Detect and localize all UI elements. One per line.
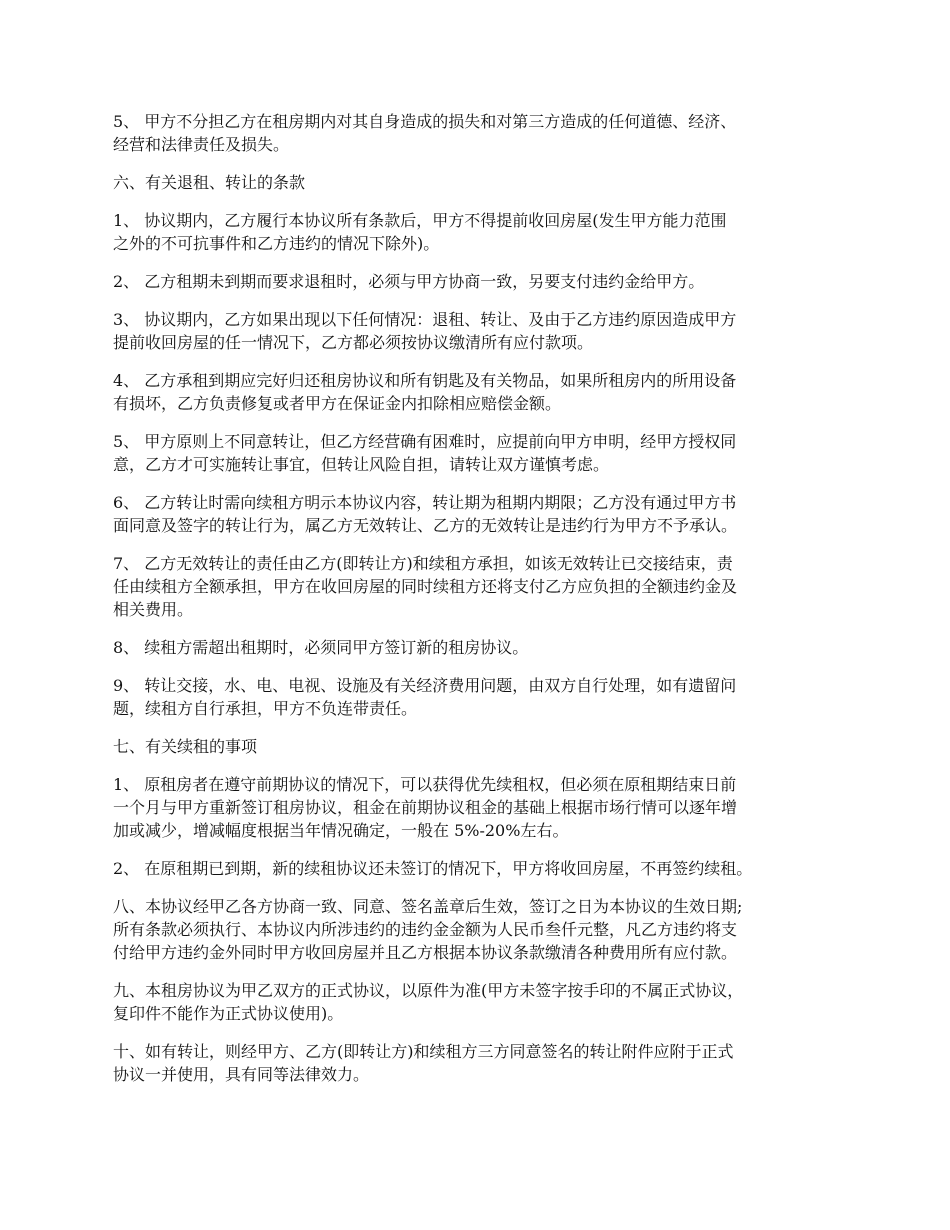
paragraph-line: 八、本协议经甲乙各方协商一致、同意、签名盖章后生效，签订之日为本协议的生效日期; [113, 897, 743, 916]
document-paragraph [113, 773, 843, 842]
paragraph-line: 相关费用。 [113, 600, 194, 619]
paragraph-line: 任由续租方全额承担，甲方在收回房屋的同时续租方还将支付乙方应负担的全额违约金及 [113, 577, 738, 596]
paragraph-line: 意，乙方才可实施转让事宜，但转让风险自担，请转让双方谨慎考虑。 [113, 455, 610, 474]
document-paragraph [113, 674, 843, 720]
paragraph-line: 面同意及签字的转让行为，属乙方无效转让、乙方的无效转让是违约行为甲方不予承认。 [113, 516, 738, 535]
document-paragraph [113, 491, 843, 537]
document-body [113, 110, 843, 1101]
paragraph-line: 一个月与甲方重新签订租房协议，租金在前期协议租金的基础上根据市场行情可以逐年增 [113, 798, 738, 817]
document-paragraph [113, 209, 843, 255]
paragraph-line: 所有条款必须执行、本协议内所涉违约的违约金金额为人民币叁仟元整，凡乙方违约将支 [113, 920, 738, 939]
document-paragraph [113, 857, 843, 880]
paragraph-line: 九、本租房协议为甲乙双方的正式协议，以原件为准(甲方未签字按手印的不属正式协议， [113, 981, 744, 1000]
paragraph-line: 4、 乙方承租到期应完好归还租房协议和所有钥匙及有关物品，如果所租房内的所用设备 [113, 371, 737, 390]
paragraph-line: 3、 协议期内，乙方如果出现以下任何情况：退租、转让、及由于乙方违约原因造成甲方 [113, 310, 737, 329]
paragraph-line: 6、 乙方转让时需向续租方明示本协议内容，转让期为租期内期限；乙方没有通过甲方书 [113, 493, 737, 512]
paragraph-line: 2、 在原租期已到期，新的续租协议还未签订的情况下，甲方将收回房屋，不再签约续租。 [113, 859, 753, 878]
paragraph-line: 之外的不可抗事件和乙方违约的情况下除外)。 [113, 234, 440, 253]
document-paragraph [113, 895, 843, 964]
paragraph-line: 加或减少，增减幅度根据当年情况确定，一般在 5%-20%左右。 [113, 821, 569, 840]
paragraph-line: 9、 转让交接，水、电、电视、设施及有关经济费用问题，由双方自行处理，如有遗留问 [113, 676, 737, 695]
document-paragraph [113, 171, 843, 194]
document-paragraph [113, 636, 843, 659]
document-paragraph [113, 552, 843, 621]
document-paragraph [113, 369, 843, 415]
paragraph-line: 复印件不能作为正式协议使用)。 [113, 1004, 344, 1023]
paragraph-line: 付给甲方违约金外同时甲方收回房屋并且乙方根据本协议条款缴清各种费用所有应付款。 [113, 943, 738, 962]
paragraph-line: 经营和法律责任及损失。 [113, 135, 290, 154]
paragraph-line: 题，续租方自行承担，甲方不负连带责任。 [113, 699, 418, 718]
document-paragraph [113, 979, 843, 1025]
paragraph-line: 1、 协议期内，乙方履行本协议所有条款后，甲方不得提前收回房屋(发生甲方能力范围 [113, 211, 727, 230]
document-paragraph [113, 1040, 843, 1086]
paragraph-line: 十、如有转让，则经甲方、乙方(即转让方)和续租方三方同意签名的转让附件应附于正式 [113, 1042, 734, 1061]
paragraph-line: 7、 乙方无效转让的责任由乙方(即转让方)和续租方承担，如该无效转让已交接结束，责 [113, 554, 733, 573]
document-paragraph [113, 270, 843, 293]
paragraph-line: 1、 原租房者在遵守前期协议的情况下，可以获得优先续租权，但必须在原租期结束日前 [113, 775, 737, 794]
paragraph-line: 有损坏，乙方负责修复或者甲方在保证金内扣除相应赔偿金额。 [113, 394, 562, 413]
paragraph-line: 5、 甲方原则上不同意转让，但乙方经营确有困难时，应提前向甲方申明，经甲方授权同 [113, 432, 737, 451]
document-paragraph [113, 735, 843, 758]
paragraph-line: 提前收回房屋的任一情况下，乙方都必须按协议缴清所有应付款项。 [113, 333, 594, 352]
document-paragraph [113, 110, 843, 156]
paragraph-line: 5、 甲方不分担乙方在租房期内对其自身造成的损失和对第三方造成的任何道德、经济、 [113, 112, 737, 131]
paragraph-line: 六、有关退租、转让的条款 [113, 173, 306, 192]
paragraph-line: 8、 续租方需超出租期时，必须同甲方签订新的租房协议。 [113, 638, 529, 657]
document-paragraph [113, 308, 843, 354]
paragraph-line: 协议一并使用，具有同等法律效力。 [113, 1065, 370, 1084]
paragraph-line: 七、有关续租的事项 [113, 737, 258, 756]
document-paragraph [113, 430, 843, 476]
paragraph-line: 2、 乙方租期未到期而要求退租时，必须与甲方协商一致，另要支付违约金给甲方。 [113, 272, 705, 291]
